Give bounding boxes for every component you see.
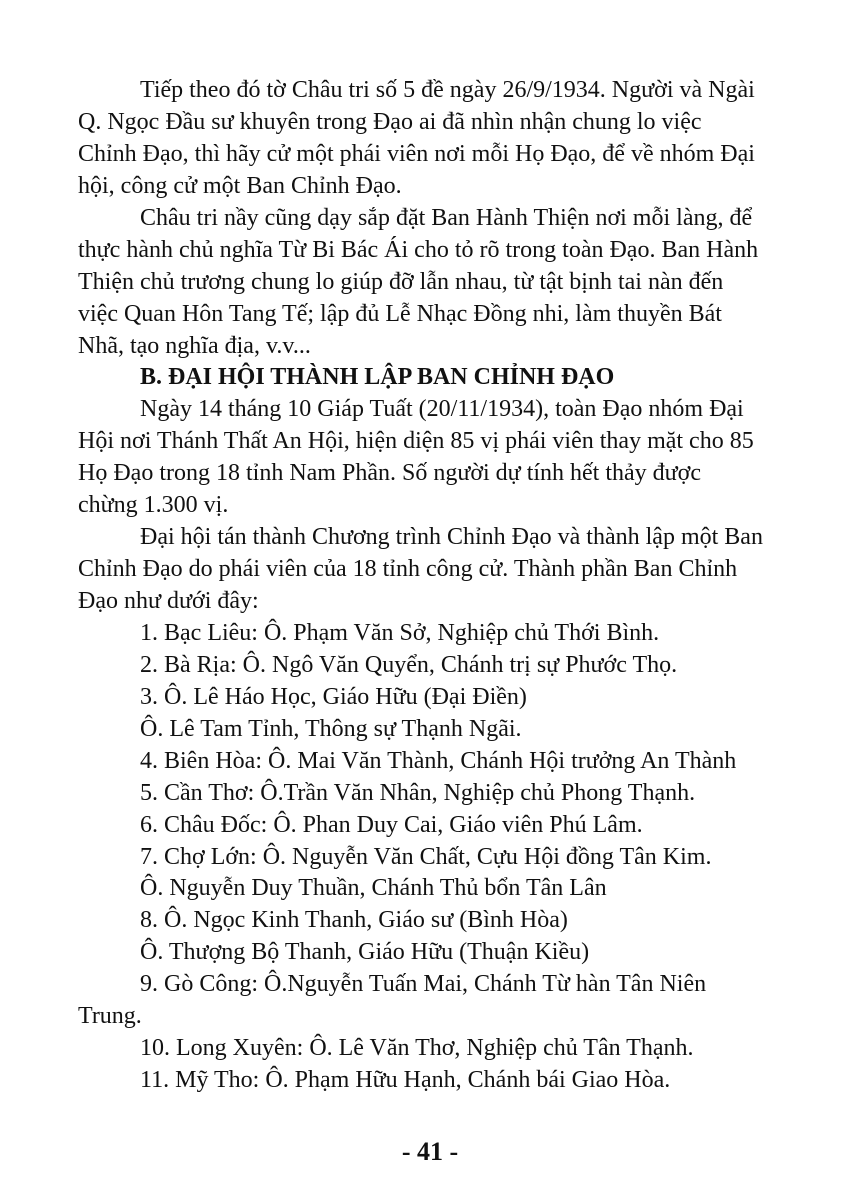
text-line: Họ Đạo trong 18 tỉnh Nam Phần. Số người dự tính hết thảy được: [78, 460, 702, 486]
text-line: Ngày 14 tháng 10 Giáp Tuất (20/11/1934), toàn Đạo nhóm Đại: [140, 396, 744, 422]
text-line: Nhã, tạo nghĩa địa, v.v...: [78, 333, 311, 359]
text-line: chừng 1.300 vị.: [78, 492, 229, 518]
list-item: Trung.: [78, 1003, 142, 1029]
list-item: 1. Bạc Liêu: Ô. Phạm Văn Sở, Nghiệp chủ Thới Bình.: [140, 620, 660, 646]
list-item: 11. Mỹ Tho: Ô. Phạm Hữu Hạnh, Chánh bái Giao Hòa.: [140, 1067, 671, 1093]
list-item: 5. Cần Thơ: Ô.Trần Văn Nhân, Nghiệp chủ Phong Thạnh.: [140, 780, 696, 806]
list-item: 6. Châu Đốc: Ô. Phan Duy Cai, Giáo viên Phú Lâm.: [140, 812, 643, 838]
page-number: - 41 -: [401, 1137, 459, 1166]
list-item: Ô. Nguyễn Duy Thuần, Chánh Thủ bổn Tân Lân: [140, 875, 607, 901]
text-line: Châu tri nầy cũng dạy sắp đặt Ban Hành Thiện nơi mỗi làng, để: [140, 205, 753, 231]
list-item: Ô. Lê Tam Tỉnh, Thông sự Thạnh Ngãi.: [140, 716, 522, 742]
text-line: Đạo như dưới đây:: [78, 588, 259, 614]
text-line: Đại hội tán thành Chương trình Chỉnh Đạo và thành lập một Ban: [140, 524, 763, 550]
section-heading: B. ĐẠI HỘI THÀNH LẬP BAN CHỈNH ĐẠO: [140, 364, 615, 390]
list-item: 10. Long Xuyên: Ô. Lê Văn Thơ, Nghiệp chủ Tân Thạnh.: [140, 1035, 694, 1061]
list-item: 4. Biên Hòa: Ô. Mai Văn Thành, Chánh Hội trưởng An Thành: [140, 748, 737, 774]
text-line: Q. Ngọc Đầu sư khuyên trong Đạo ai đã nhìn nhận chung lo việc: [78, 109, 702, 135]
list-item: Ô. Thượng Bộ Thanh, Giáo Hữu (Thuận Kiều): [140, 939, 590, 965]
list-item: 8. Ô. Ngọc Kinh Thanh, Giáo sư (Bình Hòa): [140, 907, 568, 933]
list-item: 7. Chợ Lớn: Ô. Nguyễn Văn Chất, Cựu Hội đồng Tân Kim.: [140, 844, 712, 870]
list-item: 3. Ô. Lê Háo Học, Giáo Hữu (Đại Điền): [140, 684, 527, 710]
text-line: hội, công cử một Ban Chỉnh Đạo.: [78, 173, 402, 199]
text-line: Hội nơi Thánh Thất An Hội, hiện diện 85 vị phái viên thay mặt cho 85: [78, 428, 754, 454]
text-line: Chỉnh Đạo do phái viên của 18 tỉnh công cử. Thành phần Ban Chỉnh: [78, 556, 738, 582]
text-line: thực hành chủ nghĩa Từ Bi Bác Ái cho tỏ rõ trong toàn Đạo. Ban Hành: [78, 237, 759, 263]
list-item: 9. Gò Công: Ô.Nguyễn Tuấn Mai, Chánh Từ hàn Tân Niên: [140, 971, 707, 997]
text-line: Thiện chủ trương chung lo giúp đỡ lẫn nhau, từ tật bịnh tai nàn đến: [78, 269, 724, 295]
text-line: việc Quan Hôn Tang Tế; lập đủ Lễ Nhạc Đồng nhi, làm thuyền Bát: [78, 301, 722, 327]
list-item: 2. Bà Rịa: Ô. Ngô Văn Quyển, Chánh trị sự Phước Thọ.: [140, 652, 678, 678]
text-line: Chỉnh Đạo, thì hãy cử một phái viên nơi mỗi Họ Đạo, để về nhóm Đại: [78, 141, 755, 167]
text-line: Tiếp theo đó tờ Châu tri số 5 đề ngày 26/9/1934. Người và Ngài: [140, 77, 755, 103]
